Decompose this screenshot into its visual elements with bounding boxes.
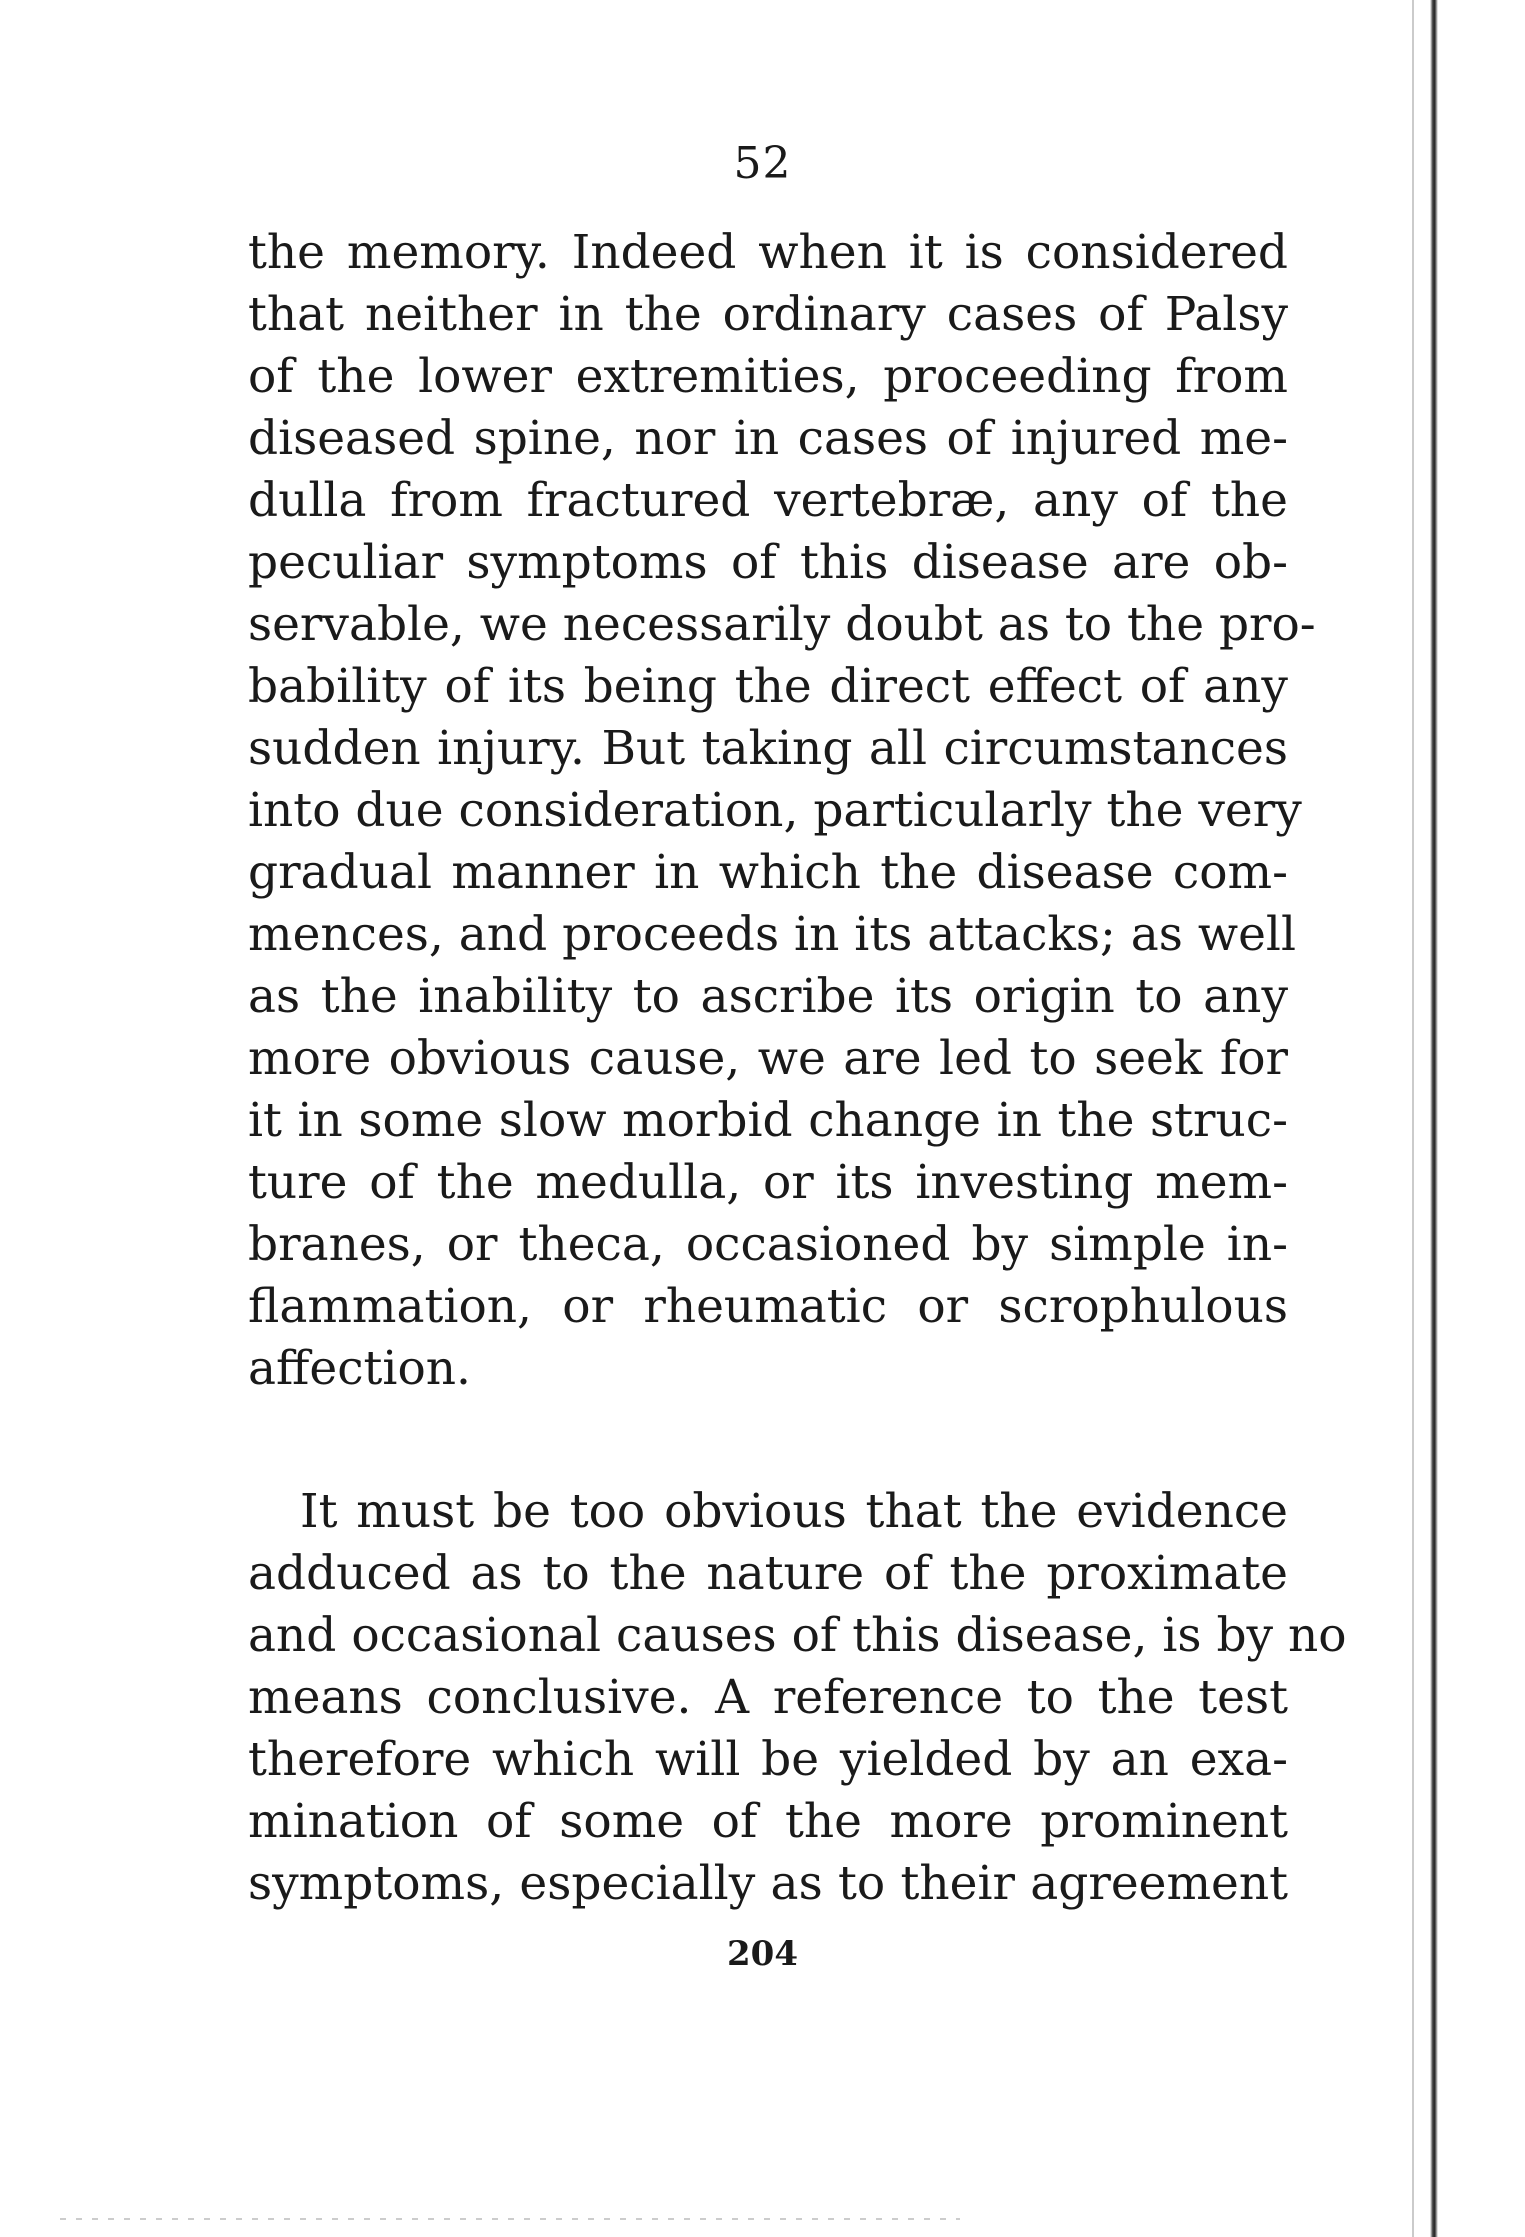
text-line: and occasional causes of this disease, is by no <box>248 1608 1347 1663</box>
signature-mark: 204 <box>727 1934 798 1974</box>
page-edge-speckle <box>60 2218 960 2220</box>
text-line: servable, we necessarily doubt as to the pro- <box>248 597 1316 652</box>
binding-shadow <box>1412 0 1414 2237</box>
text-line: adduced as to the nature of the proximate <box>248 1546 1288 1601</box>
text-line: mences, and proceeds in its attacks; as well <box>248 907 1296 962</box>
text-line: symptoms, especially as to their agreement <box>248 1856 1288 1911</box>
text-line: gradual manner in which the disease com- <box>248 845 1288 900</box>
text-line: mination of some of the more prominent <box>248 1794 1288 1849</box>
text-line: affection. <box>248 1341 471 1396</box>
text-line: flammation, or rheumatic or scrophulous <box>248 1279 1288 1334</box>
text-line: of the lower extremities, proceeding from <box>248 349 1288 404</box>
text-line: that neither in the ordinary cases of Palsy <box>248 287 1288 342</box>
text-line: diseased spine, nor in cases of injured me- <box>248 411 1288 466</box>
text-line: dulla from fractured vertebræ, any of the <box>248 473 1288 528</box>
binding-edge <box>1430 0 1438 2237</box>
text-line: it in some slow morbid change in the struc- <box>248 1093 1288 1148</box>
text-line: peculiar symptoms of this disease are ob- <box>248 535 1288 590</box>
text-line: more obvious cause, we are led to seek for <box>248 1031 1288 1086</box>
text-line: bability of its being the direct effect of any <box>248 659 1288 714</box>
text-line: into due consideration, particularly the very <box>248 783 1302 838</box>
text-line: the memory. Indeed when it is considered <box>248 225 1288 280</box>
text-line: It must be too obvious that the evidence <box>300 1484 1288 1539</box>
text-line: sudden injury. But taking all circumstances <box>248 721 1288 776</box>
text-line: ture of the medulla, or its investing mem- <box>248 1155 1288 1210</box>
page-number: 52 <box>733 138 792 189</box>
text-line: branes, or theca, occasioned by simple in- <box>248 1217 1288 1272</box>
text-line: therefore which will be yielded by an exa- <box>248 1732 1288 1787</box>
text-line: as the inability to ascribe its origin to any <box>248 969 1288 1024</box>
text-line: means conclusive. A reference to the test <box>248 1670 1288 1725</box>
